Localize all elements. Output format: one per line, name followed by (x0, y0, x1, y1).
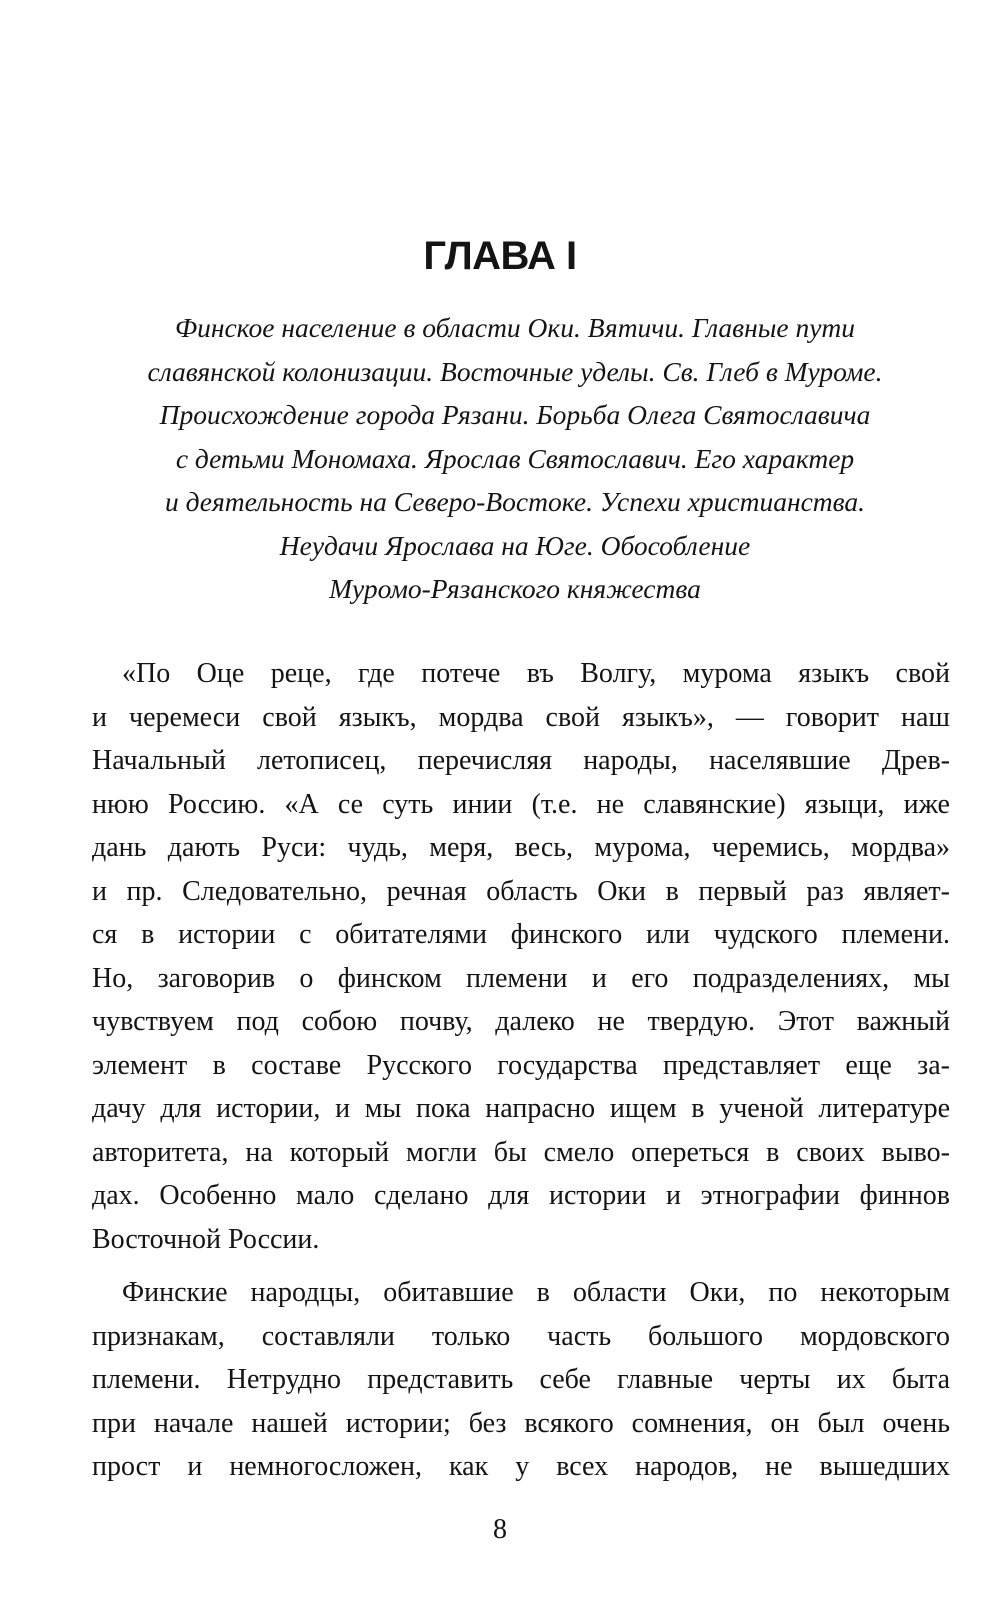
text-line: племени. Нетрудно представить себе главные черты их быта (92, 1364, 950, 1395)
text-line: и черемеси свой языкъ, мордва свой языкъ», — говорит наш (92, 701, 950, 733)
synopsis-line: славянской колонизации. Восточные уделы. Св. Глеб в Муроме. (147, 355, 883, 387)
chapter-synopsis (70, 306, 960, 611)
synopsis-line: Неудачи Ярослава на Юге. Обособление (279, 529, 751, 561)
text-line: при начале нашей истории; без всякого сомнения, он был очень (92, 1407, 950, 1439)
text-line: чувствуем под собою почву, далеко не твердую. Этот важный (92, 1006, 950, 1037)
synopsis-line: и деятельность на Северо-Востоке. Успехи христианства. (164, 486, 866, 517)
synopsis-line: Происхождение города Рязани. Борьба Олега Святославича (159, 399, 871, 430)
text-line: и пр. Следовательно, речная область Оки в первый раз являет- (92, 875, 950, 907)
text-line: дачу для истории, и мы пока напрасно ищем в ученой литературе (92, 1093, 950, 1124)
text-line: прост и немногосложен, как у всех народов, не вышедших (92, 1451, 950, 1482)
page-number: 8 (493, 1514, 507, 1545)
text-line: Финские народцы, обитавшие в области Оки, по некоторым (122, 1277, 950, 1308)
paragraph-2 (92, 1271, 950, 1489)
text-line: ся в истории с обитателями финского или чудского племени. (92, 919, 950, 950)
paragraph-1 (92, 652, 950, 1261)
synopsis-line: Финское население в области Оки. Вятичи. Главные пути (174, 312, 856, 343)
text-line: дань дають Руси: чудь, меря, весь, мурома, черемись, мордва» (92, 832, 950, 863)
text-line: Восточной России. (92, 1223, 320, 1255)
body-text (92, 652, 950, 1489)
text-line: Начальный летописец, перечисляя народы, населявшие Древ- (92, 745, 950, 776)
text-line: авторитета, на который могли бы смело опереться в своих выво- (92, 1136, 950, 1168)
text-line: нюю Россию. «А се суть инии (т.е. не славянские) языци, иже (92, 788, 950, 820)
text-line: элемент в составе Русского государства представляет еще за- (92, 1049, 950, 1081)
text-line: дах. Особенно мало сделано для истории и этнографии финнов (92, 1180, 950, 1211)
text-line: признакам, составляли только часть большого мордовского (92, 1320, 950, 1352)
text-line: Но, заговорив о финском племени и его подразделениях, мы (92, 962, 950, 994)
synopsis-line: с детьми Мономаха. Ярослав Святославич. Его характер (175, 442, 855, 474)
chapter-title: ГЛАВА I (423, 234, 577, 278)
text-line: «По Оце реце, где потече въ Волгу, мурома языкъ свой (122, 658, 950, 689)
synopsis-line: Муромо-Рязанского княжества (329, 573, 701, 604)
